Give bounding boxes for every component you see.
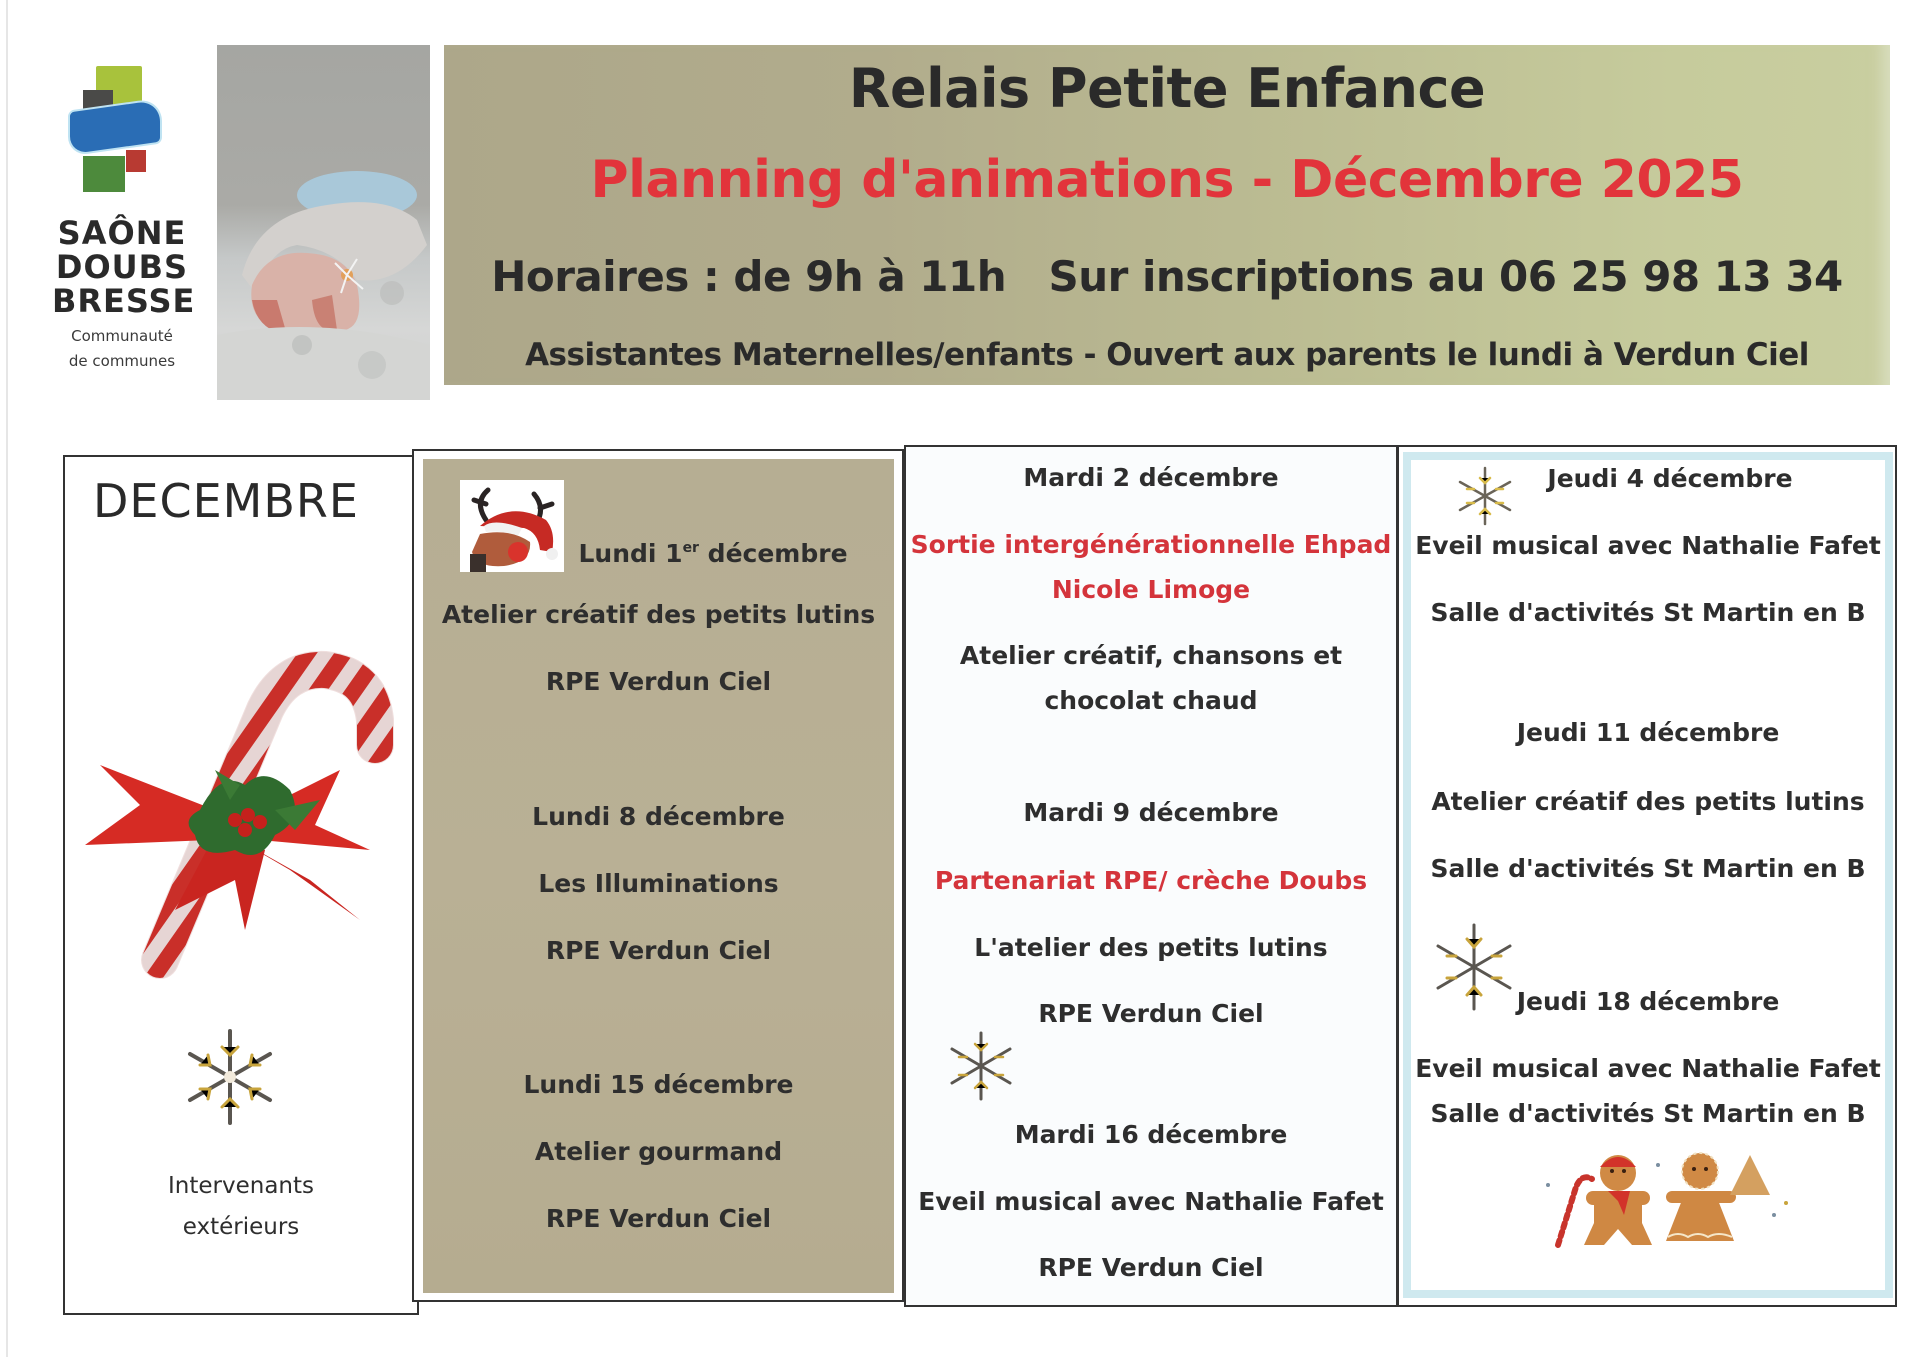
logo-green-square (83, 156, 125, 192)
external-speakers-label-line-1: Intervenants (168, 1173, 314, 1199)
monday-1-activity: Atelier créatif des petits lutins (441, 600, 876, 629)
audience-info: Assistantes Maternelles/enfants - Ouvert aux parents le lundi à Verdun Ciel (525, 337, 1809, 373)
thursday-1-date: Jeudi 4 décembre (1547, 464, 1793, 493)
tuesday-1-date: Mardi 2 décembre (1023, 463, 1279, 492)
candy-cane-icon (80, 650, 400, 990)
monday-2-date: Lundi 8 décembre (532, 802, 785, 831)
snowflake-icon (945, 1030, 1017, 1102)
logo-red-square (126, 150, 146, 172)
tuesday-3-place: RPE Verdun Ciel (1038, 1253, 1264, 1282)
tuesday-1-activity-line-2: chocolat chaud (1044, 686, 1258, 715)
tuesday-2-activity: L'atelier des petits lutins (974, 933, 1328, 962)
thursday-2-place: Salle d'activités St Martin en B (1430, 854, 1866, 883)
thursday-3-activity: Eveil musical avec Nathalie Fafet (1415, 1054, 1881, 1083)
baby-hand-photo (217, 45, 430, 400)
external-speakers-label-line-2: extérieurs (182, 1214, 300, 1240)
hours-and-phone: Horaires : de 9h à 11h Sur inscriptions au 06 25 98 13 34 (491, 252, 1843, 301)
monday-1-date: Lundi 1er décembre (578, 539, 848, 568)
header-banner (444, 45, 1890, 385)
tuesday-2-place: RPE Verdun Ciel (1038, 999, 1264, 1028)
tuesday-1-highlight-line-2: Nicole Limoge (1051, 575, 1251, 604)
gingerbread-icon (1538, 1145, 1798, 1250)
snowflake-icon (180, 1027, 280, 1127)
monday-3-place: RPE Verdun Ciel (545, 1204, 772, 1233)
logo-sub-line-2: de communes (68, 352, 176, 370)
page-title: Relais Petite Enfance (848, 57, 1486, 120)
monday-2-activity: Les Illuminations (538, 869, 779, 898)
thursday-1-activity: Eveil musical avec Nathalie Fafet (1415, 531, 1881, 560)
month-title: DECEMBRE (93, 474, 359, 528)
monday-3-activity: Atelier gourmand (534, 1137, 783, 1166)
tuesday-1-highlight-line-1: Sortie intergénérationnelle Ehpad (910, 530, 1392, 559)
tuesday-3-date: Mardi 16 décembre (1014, 1120, 1288, 1149)
logo-name-line-3: BRESSE (52, 282, 196, 320)
thursday-1-place: Salle d'activités St Martin en B (1430, 598, 1866, 627)
thursday-2-date: Jeudi 11 décembre (1516, 718, 1780, 747)
tuesday-3-activity: Eveil musical avec Nathalie Fafet (918, 1187, 1384, 1216)
tuesday-1-activity-line-1: Atelier créatif, chansons et (959, 641, 1343, 670)
tuesday-2-date: Mardi 9 décembre (1023, 798, 1279, 827)
tuesday-2-highlight: Partenariat RPE/ crèche Doubs (934, 866, 1368, 895)
logo-sub-line-1: Communauté (71, 327, 173, 345)
monday-2-place: RPE Verdun Ciel (545, 936, 772, 965)
page-subtitle: Planning d'animations - Décembre 2025 (590, 150, 1744, 210)
monday-3-date: Lundi 15 décembre (523, 1070, 794, 1099)
logo-name-line-1: SAÔNE (57, 214, 187, 252)
thursday-3-place: Salle d'activités St Martin en B (1430, 1099, 1866, 1128)
thursday-3-date: Jeudi 18 décembre (1516, 987, 1780, 1016)
logo (0, 0, 210, 400)
logo-name-line-2: DOUBS (55, 248, 189, 286)
thursday-2-activity: Atelier créatif des petits lutins (1431, 787, 1865, 816)
monday-1-place: RPE Verdun Ciel (545, 667, 772, 696)
